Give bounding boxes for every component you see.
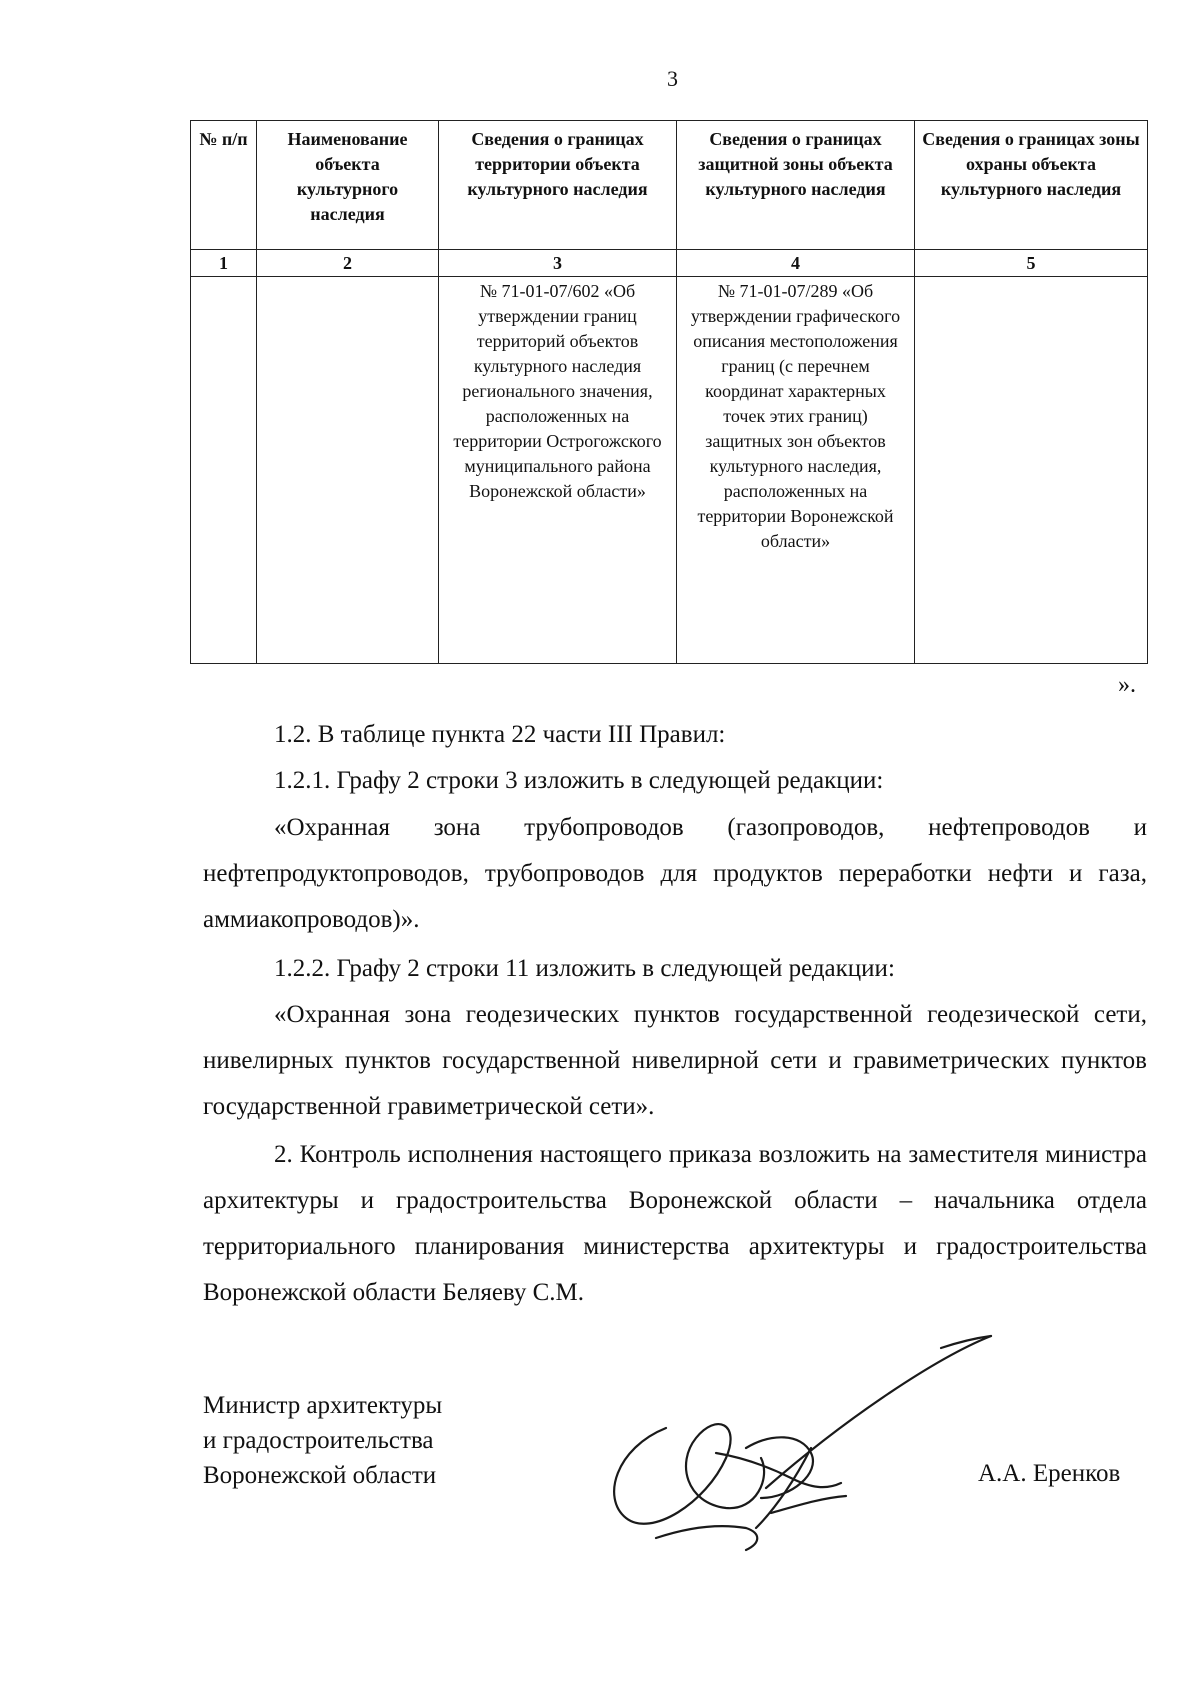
page-number: 3	[667, 66, 678, 91]
table-row	[191, 277, 1148, 664]
column-number: 2	[257, 250, 439, 277]
header-territory-bounds: Сведения о границах территории объекта культурного наследия	[439, 121, 677, 250]
cell-protection-zone	[915, 277, 1148, 664]
header-protective-zone: Сведения о границах защитной зоны объекта культурного наследия	[677, 121, 915, 250]
paragraph-1-2: 1.2. В таблице пункта 22 части III Правил:	[274, 721, 726, 748]
cell-territory-bounds: № 71-01-07/602 «Об утверждении границ территорий объектов культурного наследия регионального значения, расположенных на территории Острогожского муниципального района Воронежской области»	[439, 277, 677, 664]
table-closing-quote: ».	[1118, 672, 1136, 698]
signer-position-line: и градостроительства	[203, 1427, 434, 1454]
header-object-name: Наименование объекта культурного наследия	[257, 121, 439, 250]
handwritten-signature	[596, 1328, 996, 1568]
header-protection-zone: Сведения о границах зоны охраны объекта культурного наследия	[915, 121, 1148, 250]
heritage-table	[190, 120, 1148, 664]
signer-position	[203, 1388, 442, 1493]
column-number-row	[191, 250, 1148, 277]
column-number: 4	[677, 250, 915, 277]
cell-object-name	[257, 277, 439, 664]
signer-position-line: Воронежской области	[203, 1462, 437, 1489]
column-number: 5	[915, 250, 1148, 277]
paragraph-1-2-1: 1.2.1. Графу 2 строки 3 изложить в следующей редакции:	[274, 767, 884, 794]
header-number: № п/п	[191, 121, 257, 250]
cell-protective-zone: № 71-01-07/289 «Об утверждении графического описания местоположения границ (с перечнем координат характерных точек этих границ) защитных зон объектов культурного наследия, расположенных на территории Воронежской области»	[677, 277, 915, 664]
signer-name: А.А. Еренков	[978, 1460, 1121, 1487]
paragraph-geodetic-zone: «Охранная зона геодезических пунктов государственной геодезической сети, нивелирных пунктов государственной нивелирной сети и гравиметрических пунктов государственной гравиметрической сети».	[203, 1001, 1147, 1120]
table-header-row	[191, 121, 1148, 250]
cell-number	[191, 277, 257, 664]
paragraph-control: 2. Контроль исполнения настоящего приказа возложить на заместителя министра архитектуры и градостроительства Воронежской области – начальника отдела территориального планирования министерства архитектуры и градостроительства Воронежской области Беляеву С.М.	[203, 1141, 1147, 1306]
signer-position-line: Министр архитектуры	[203, 1392, 443, 1419]
paragraph-pipeline-zone: «Охранная зона трубопроводов (газопроводов, нефтепроводов и нефтепродуктопроводов, трубопроводов для продуктов переработки нефти и газа, аммиакопроводов)».	[203, 814, 1147, 933]
paragraph-1-2-2: 1.2.2. Графу 2 строки 11 изложить в следующей редакции:	[274, 955, 895, 982]
column-number: 3	[439, 250, 677, 277]
column-number: 1	[191, 250, 257, 277]
